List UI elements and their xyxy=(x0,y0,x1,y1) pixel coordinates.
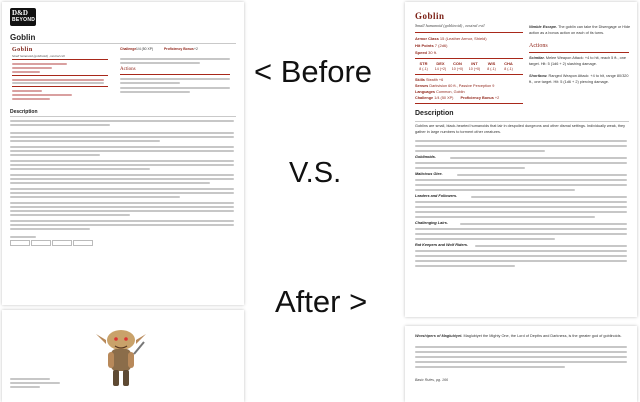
challenge-value: 1/4 (50 XP) xyxy=(136,47,154,51)
source-citation: Basic Rules, pg. 166 xyxy=(415,378,448,382)
speed-label: Speed xyxy=(415,50,428,55)
section-malicious-glee: Malicious Glee. xyxy=(415,172,443,176)
senses-label: Senses xyxy=(415,84,429,88)
challenge-label: Challenge xyxy=(415,96,434,100)
monster-name: Goblin xyxy=(12,47,33,53)
monster-name: Goblin xyxy=(415,11,445,21)
description-intro: Goblins are small, black-hearted humanoids that lair in despoiled dungeons and other dismal settings. Individually weak, they gather in large numbers to torment other creatures. xyxy=(415,124,626,134)
armor-class-label: Armor Class xyxy=(415,36,439,41)
armor-class-value: 15 (Leather Armor, Shield) xyxy=(439,36,487,41)
monster-type: Small humanoid (goblinoid) , neutral evil xyxy=(12,54,65,58)
footer-link-button[interactable] xyxy=(31,240,51,246)
challenge-label: Challenge xyxy=(120,47,137,51)
section-rat-keepers: Rat Keepers and Wolf Riders. xyxy=(415,243,469,247)
proficiency-label: Proficiency Bonus xyxy=(460,96,494,100)
senses-value: Darkvision 60 ft., Passive Perception 9 xyxy=(429,84,495,88)
languages-label: Languages xyxy=(415,90,436,94)
dnd-beyond-logo[interactable]: D&D BEYOND xyxy=(10,8,36,26)
nimble-escape-trait: Nimble Escape. The goblin can take the Disengage or Hide action as a bonus action on each of its turns. xyxy=(529,25,631,35)
ability-headers: STR DEX CON INT WIS CHA xyxy=(419,61,513,66)
languages-value: Common, Goblin xyxy=(436,90,465,94)
ability-scores: 8 (-1) 14 (+2) 10 (+0) 10 (+0) 8 (-1) 8 (-1) xyxy=(419,67,513,71)
after-page xyxy=(405,2,637,317)
monster-type: Small humanoid (goblinoid) , neutral evil xyxy=(415,23,485,28)
footer-link-button[interactable] xyxy=(10,240,30,246)
after-page-2 xyxy=(405,326,637,402)
section-challenging-lairs: Challenging Lairs. xyxy=(415,221,448,225)
stat-divider xyxy=(12,59,108,60)
skills-value: Stealth +6 xyxy=(425,78,444,82)
skills-label: Skills xyxy=(415,78,425,82)
proficiency-label: Proficiency Bonus xyxy=(164,47,194,51)
section-leaders-followers: Leaders and Followers. xyxy=(415,194,458,198)
proficiency-value: +2 xyxy=(494,96,500,100)
actions-heading: Actions xyxy=(120,67,136,72)
goblin-illustration xyxy=(94,322,148,394)
divider xyxy=(10,43,236,44)
section-goblinoids: Goblinoids. xyxy=(415,155,436,159)
page-title: Goblin xyxy=(10,33,36,42)
hit-points-value: 7 (2d6) xyxy=(434,43,448,48)
shortbow-action: Shortbow. Ranged Weapon Attack: +4 to hit, range 80/320 ft., one target. Hit: 5 (1d6 + 2) piercing damage. xyxy=(529,74,629,84)
before-label: < Before xyxy=(254,54,373,89)
proficiency-value: +2 xyxy=(194,47,198,51)
section-worshipers: Worshipers of Maglubiyet. Maglubiyet the Mighty One, the Lord of Depths and Darkness, is the greater god of goblinoids. xyxy=(415,334,622,338)
actions-heading: Actions xyxy=(529,43,548,49)
challenge-value: 1/4 (50 XP) xyxy=(434,96,454,100)
footer-link-button[interactable] xyxy=(73,240,93,246)
before-page-2 xyxy=(2,310,244,402)
speed-value: 30 ft. xyxy=(428,50,438,55)
footer-link-button[interactable] xyxy=(52,240,72,246)
description-heading: Description xyxy=(415,110,454,117)
hit-points-label: Hit Points xyxy=(415,43,434,48)
before-page xyxy=(2,2,244,305)
vs-label: V.S. xyxy=(289,157,342,189)
scimitar-action: Scimitar. Melee Weapon Attack: +4 to hit, reach 5 ft., one target. Hit: 5 (1d6 + 2) slashing damage. xyxy=(529,56,626,66)
description-heading: Description xyxy=(10,109,38,115)
after-label: After > xyxy=(275,284,368,319)
